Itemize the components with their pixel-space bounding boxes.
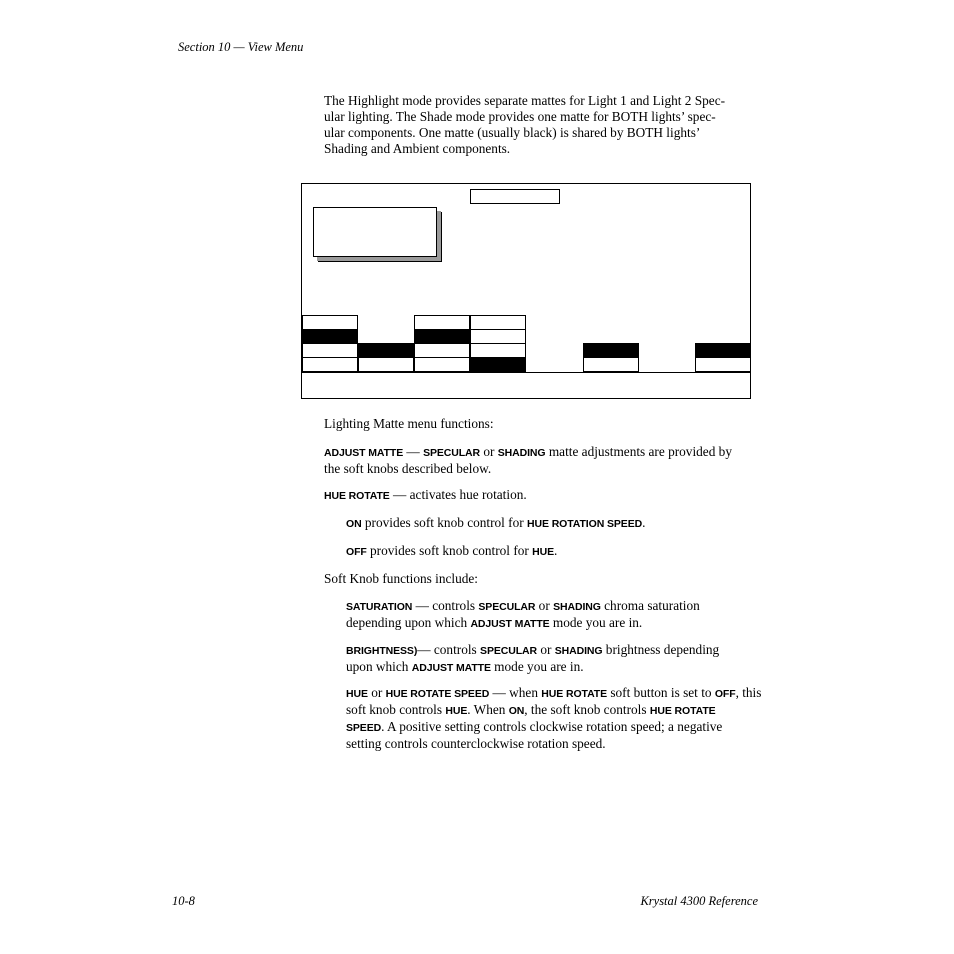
text: brightness depending <box>602 642 720 657</box>
text: . <box>642 515 646 530</box>
text: . <box>554 543 558 558</box>
hue-line <box>346 685 761 702</box>
soft-button[interactable] <box>302 357 358 372</box>
hue-line <box>346 702 761 719</box>
brightness-description <box>346 642 719 676</box>
text: matte adjustments are provided by <box>545 444 732 459</box>
keyword: SATURATION <box>346 601 413 613</box>
intro-line: ular components. One matte (usually black) is shared by BOTH lights’ <box>324 125 701 140</box>
off-description <box>346 543 557 560</box>
lighting-matte-heading: Lighting Matte menu functions: <box>324 416 494 431</box>
text: soft button is set to <box>607 685 715 700</box>
soft-button[interactable] <box>302 315 358 330</box>
text: , the soft knob controls <box>524 702 650 717</box>
soft-button[interactable] <box>414 343 470 358</box>
keyword: OFF <box>346 546 367 558</box>
intro-line: Shading and Ambient components. <box>324 141 511 156</box>
brightness-line <box>346 642 719 659</box>
intro-line: The Highlight mode provides separate mattes for Light 1 and Light 2 Spec- <box>324 93 726 108</box>
text: — controls <box>412 598 479 613</box>
keyword: HUE <box>445 705 468 717</box>
soft-button[interactable] <box>470 329 526 344</box>
saturation-line <box>346 598 700 615</box>
text: soft knob controls <box>346 702 446 717</box>
text: or <box>537 642 555 657</box>
menu-title-box <box>470 189 560 204</box>
menu-bottom-rule <box>302 372 750 373</box>
menu-popup-box <box>313 207 437 257</box>
keyword: OFF <box>714 688 736 700</box>
soft-button[interactable] <box>302 343 358 358</box>
text: — <box>403 444 424 459</box>
text: depending upon which <box>346 615 471 630</box>
intro-paragraph <box>324 93 725 157</box>
keyword: SHADING <box>553 601 601 613</box>
soft-knob-heading: Soft Knob functions include: <box>324 571 479 586</box>
text: provides soft knob control for <box>361 515 528 530</box>
adjust-matte-line: the soft knobs described below. <box>324 461 492 476</box>
keyword: HUE ROTATION SPEED <box>527 518 643 530</box>
hue-line <box>346 719 761 736</box>
text: upon which <box>346 659 412 674</box>
keyword: SPECULAR <box>423 447 481 459</box>
hue-description <box>346 685 761 752</box>
soft-button-selected[interactable] <box>414 329 470 344</box>
text: mode you are in. <box>490 659 584 674</box>
keyword: BRIGHTNESS) <box>346 645 418 657</box>
soft-button-selected[interactable] <box>470 357 526 372</box>
saturation-description <box>346 598 700 632</box>
soft-button[interactable] <box>358 357 414 372</box>
section-header: Section 10 — View Menu <box>178 40 304 54</box>
text: . A positive setting controls clockwise rotation speed; a negative <box>381 719 723 734</box>
soft-button-selected[interactable] <box>358 343 414 358</box>
soft-button[interactable] <box>695 357 751 372</box>
text: — controls <box>417 642 481 657</box>
adjust-matte-line <box>324 444 732 461</box>
keyword: ADJUST MATTE <box>470 618 550 630</box>
keyword: SHADING <box>497 447 546 459</box>
keyword: SPECULAR <box>480 645 538 657</box>
keyword: ADJUST MATTE <box>411 662 491 674</box>
keyword: HUE ROTATE <box>649 705 716 717</box>
text: provides soft knob control for <box>366 543 533 558</box>
keyword: SPECULAR <box>478 601 536 613</box>
manual-title: Krystal 4300 Reference <box>640 894 758 908</box>
page-number: 10-8 <box>172 894 195 908</box>
intro-line: ular lighting. The Shade mode provides one matte for BOTH lights’ spec- <box>324 109 716 124</box>
text: — activates hue rotation. <box>389 487 527 502</box>
soft-button[interactable] <box>414 357 470 372</box>
adjust-matte-description <box>324 444 732 477</box>
soft-button-selected[interactable] <box>302 329 358 344</box>
keyword: ON <box>346 518 362 530</box>
text: . When <box>467 702 509 717</box>
keyword: HUE ROTATE <box>324 490 390 502</box>
hue-rotate-description <box>324 487 527 504</box>
saturation-line <box>346 615 700 632</box>
keyword: HUE <box>532 546 555 558</box>
brightness-line <box>346 659 719 676</box>
lighting-matte-menu-diagram <box>301 183 751 399</box>
text: or <box>480 444 498 459</box>
keyword: ON <box>508 705 525 717</box>
soft-button[interactable] <box>470 343 526 358</box>
keyword: SPEED <box>346 722 382 734</box>
soft-button-selected[interactable] <box>695 343 751 358</box>
soft-button-selected[interactable] <box>583 343 639 358</box>
text: — when <box>489 685 542 700</box>
soft-button[interactable] <box>583 357 639 372</box>
soft-button[interactable] <box>470 315 526 330</box>
keyword: HUE <box>346 688 368 700</box>
text: chroma saturation <box>600 598 700 613</box>
keyword: SHADING <box>554 645 603 657</box>
hue-line: setting controls counterclockwise rotation speed. <box>346 736 606 751</box>
keyword: HUE ROTATE <box>541 688 607 700</box>
text: or <box>367 685 386 700</box>
text: , this <box>735 685 762 700</box>
soft-button[interactable] <box>414 315 470 330</box>
keyword: HUE ROTATE SPEED <box>385 688 490 700</box>
keyword: ADJUST MATTE <box>324 447 404 459</box>
text: mode you are in. <box>549 615 643 630</box>
on-description <box>346 515 645 532</box>
text: or <box>535 598 554 613</box>
